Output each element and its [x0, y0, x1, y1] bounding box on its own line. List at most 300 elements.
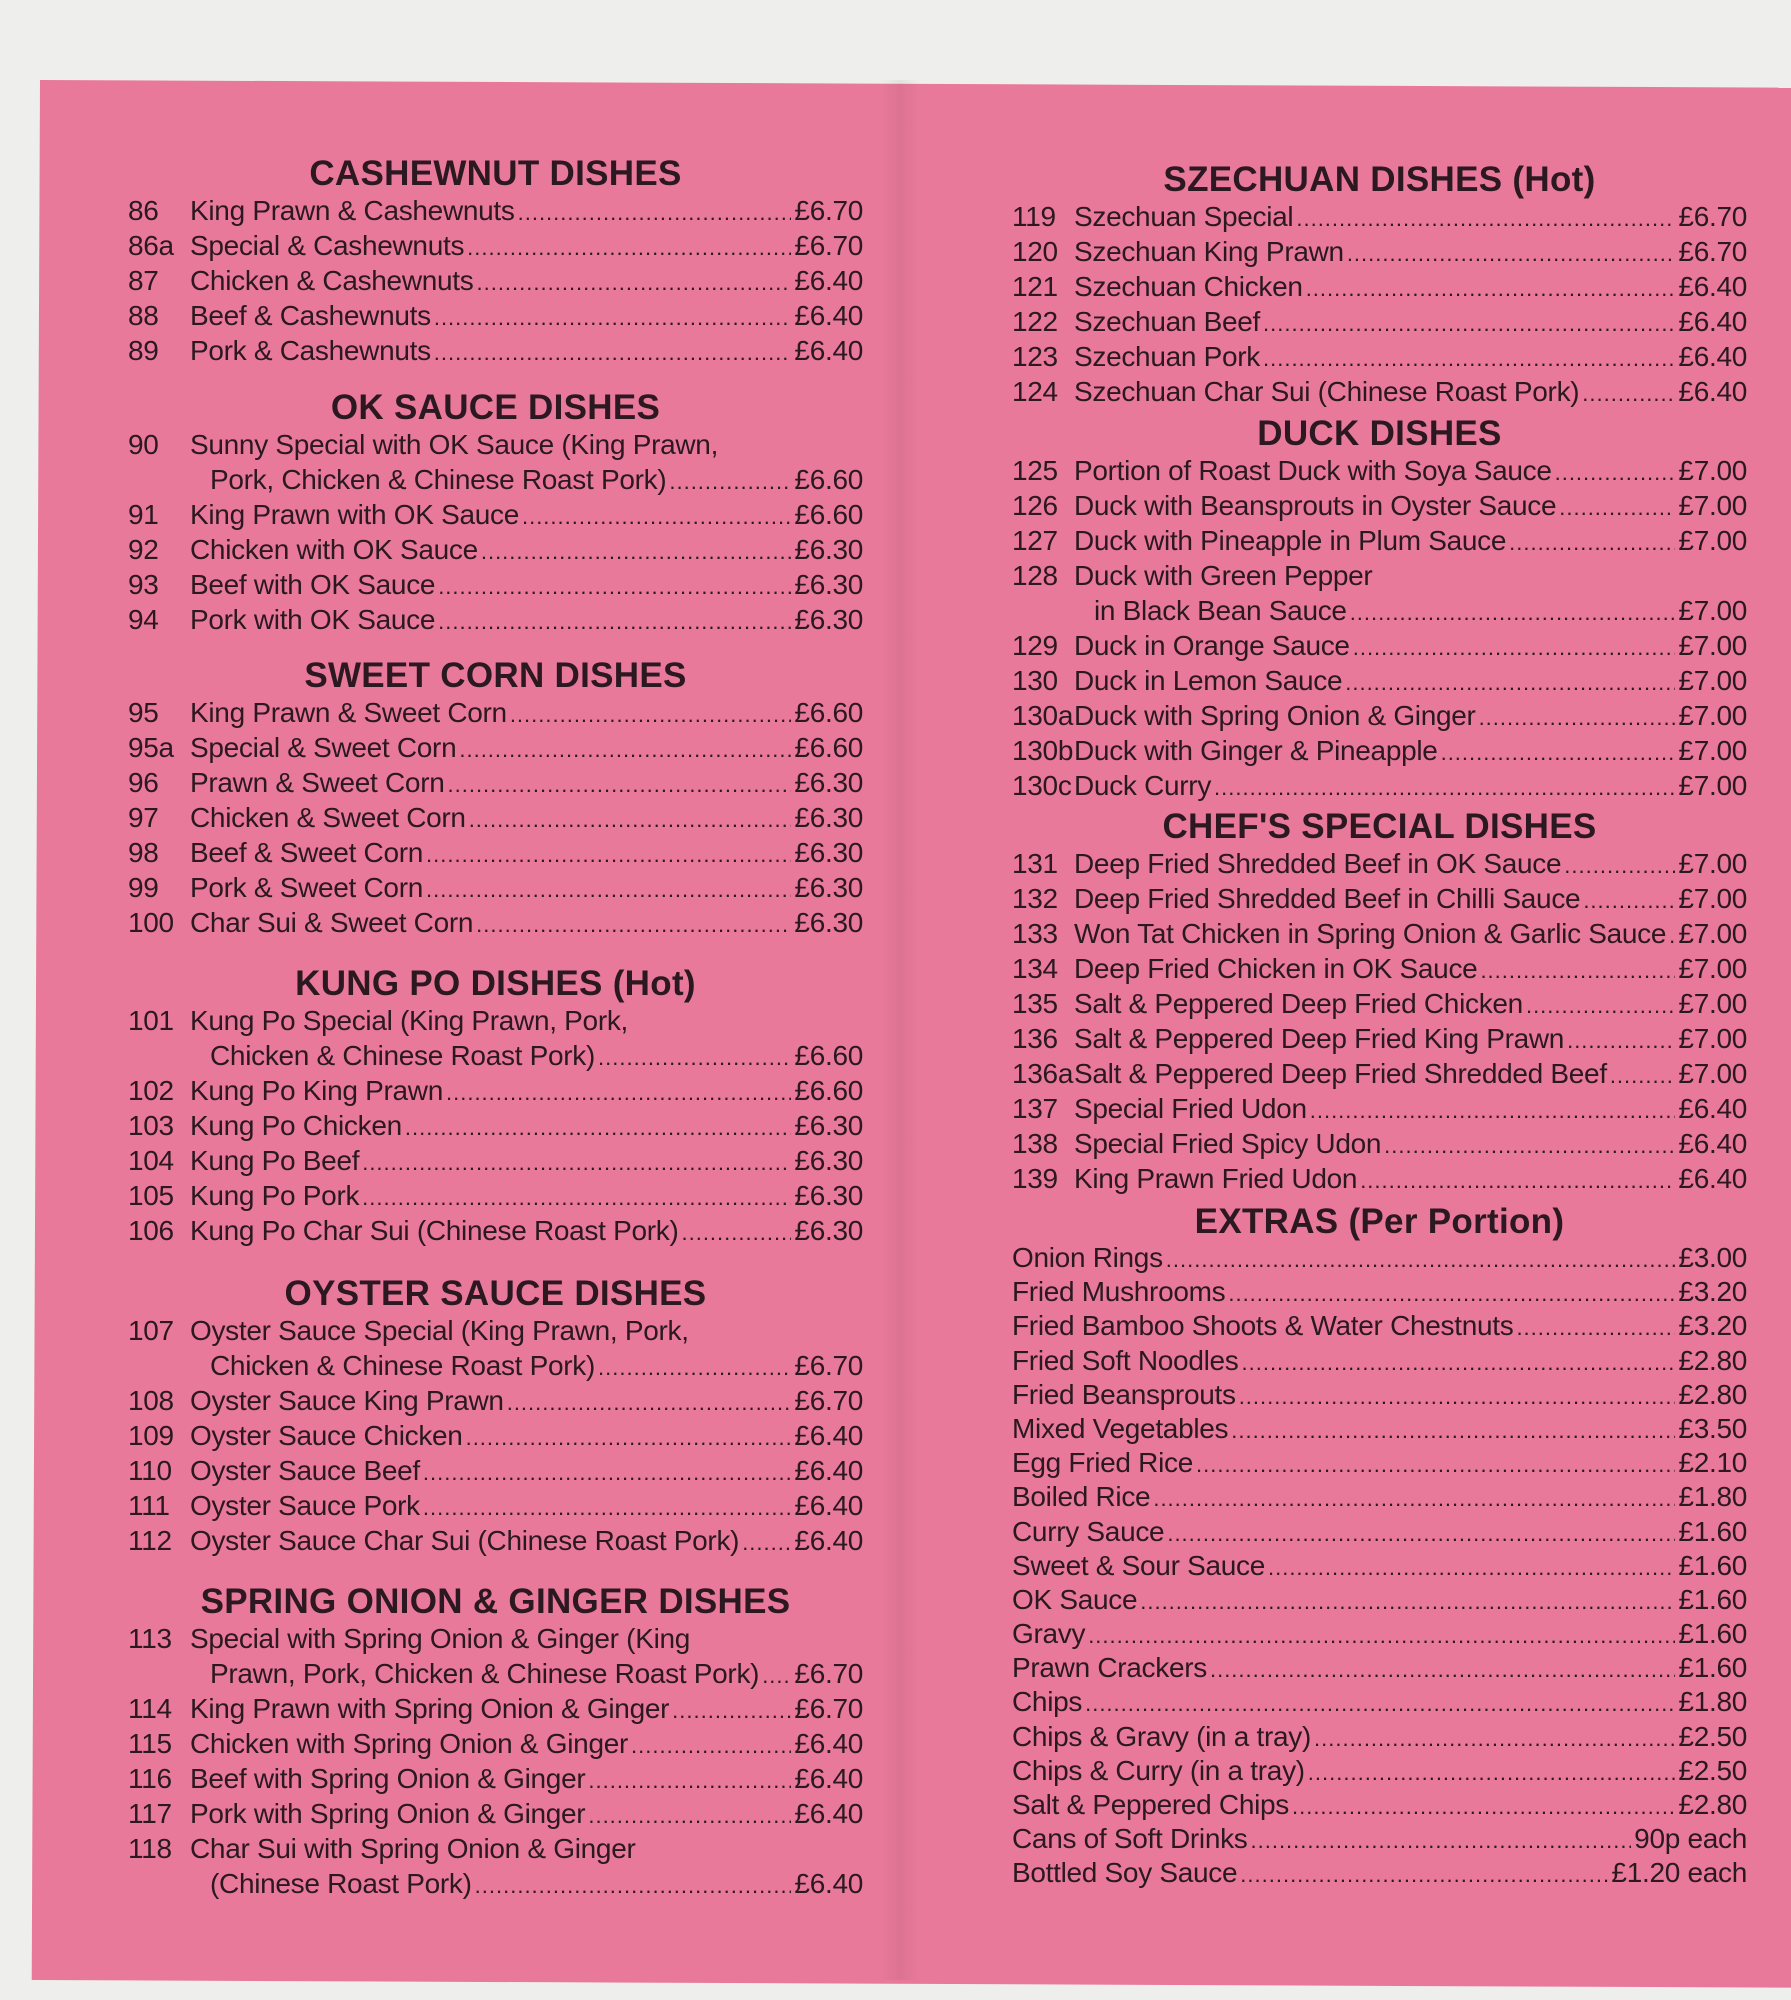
section-heading: EXTRAS (Per Portion)	[1194, 1202, 1565, 1241]
item-price: £7.00	[1678, 595, 1747, 626]
menu-section	[128, 389, 863, 637]
item-name: Fried Mushrooms	[1012, 1276, 1226, 1308]
dot-leader	[1480, 953, 1675, 988]
item-price: £6.60	[794, 697, 863, 728]
menu-item	[128, 1726, 863, 1761]
menu-item	[128, 1488, 863, 1523]
menu-item	[128, 1178, 863, 1213]
dot-leader	[1567, 1023, 1675, 1058]
menu-item	[128, 1831, 863, 1866]
menu-item	[128, 1796, 863, 1831]
dot-leader	[1564, 848, 1675, 883]
item-name: Beef with OK Sauce	[190, 569, 436, 600]
dot-leader	[1583, 883, 1675, 918]
item-number: 136a	[1012, 1058, 1074, 1089]
dot-leader	[669, 464, 791, 499]
dot-leader	[1353, 630, 1676, 665]
item-price: £2.80	[1678, 1789, 1747, 1820]
item-name: Chicken with Spring Onion & Ginger	[190, 1728, 629, 1759]
menu-item	[1012, 1583, 1747, 1617]
item-number: 101	[128, 1005, 174, 1036]
item-number: 126	[1012, 490, 1058, 521]
item-name: Bottled Soy Sauce	[1012, 1857, 1238, 1889]
item-name: Beef & Cashewnuts	[190, 300, 431, 331]
dot-leader	[1360, 1163, 1675, 1198]
item-name-continued: in Black Bean Sauce	[1094, 595, 1347, 626]
item-name: Char Sui & Sweet Corn	[190, 907, 474, 938]
item-number: 90	[128, 429, 159, 460]
menu-item	[1012, 304, 1747, 339]
dot-leader	[507, 1385, 792, 1420]
item-name: Egg Fried Rice	[1012, 1447, 1193, 1479]
menu-item	[1012, 269, 1747, 304]
item-price: £6.30	[794, 872, 863, 903]
menu-item	[1012, 374, 1747, 409]
item-number: 127	[1012, 525, 1058, 556]
dot-leader	[438, 604, 791, 639]
item-price: £6.40	[1678, 306, 1747, 337]
menu-item-continuation	[128, 1866, 863, 1901]
item-name: Portion of Roast Duck with Soya Sauce	[1074, 455, 1552, 486]
item-name: Duck Curry	[1074, 770, 1212, 801]
menu-item	[128, 567, 863, 602]
menu-item	[128, 1691, 863, 1726]
item-name: Special Fried Spicy Udon	[1074, 1128, 1382, 1159]
item-price: £7.00	[1678, 848, 1747, 879]
menu-item	[128, 800, 863, 835]
item-price: £6.30	[794, 1110, 863, 1141]
item-name: Oyster Sauce Beef	[190, 1455, 420, 1486]
item-name: Oyster Sauce King Prawn	[190, 1385, 504, 1416]
item-name: Special Fried Udon	[1074, 1093, 1307, 1124]
menu-item	[1012, 951, 1747, 986]
section-heading: SPRING ONION & GINGER DISHES	[200, 1582, 791, 1621]
item-price: £6.70	[794, 230, 863, 261]
item-number: 116	[128, 1763, 172, 1794]
item-name: Szechuan Chicken	[1074, 271, 1303, 302]
item-name: Mixed Vegetables	[1012, 1412, 1229, 1444]
item-number: 119	[1012, 201, 1056, 232]
item-number: 137	[1012, 1093, 1058, 1124]
item-name: Gravy	[1012, 1618, 1086, 1650]
item-price: £6.70	[794, 1350, 863, 1381]
menu-item	[1012, 1091, 1747, 1126]
menu-item	[128, 263, 863, 298]
section-heading: DUCK DISHES	[1257, 414, 1502, 453]
menu-item	[1012, 768, 1747, 803]
dot-leader	[1263, 341, 1675, 376]
menu-item	[128, 602, 863, 637]
item-name: King Prawn with Spring Onion & Ginger	[190, 1693, 670, 1724]
item-name-continued: Chicken & Chinese Roast Pork)	[210, 1040, 596, 1071]
item-price: £1.60	[1678, 1652, 1747, 1684]
dot-leader	[362, 1180, 791, 1215]
menu-section	[1012, 808, 1747, 1196]
menu-item	[1012, 1412, 1747, 1446]
item-price: £7.00	[1678, 953, 1747, 984]
dot-leader	[1610, 1058, 1676, 1093]
item-price: £1.60	[1678, 1618, 1747, 1650]
item-number: 121	[1012, 271, 1058, 302]
item-price: £7.00	[1678, 735, 1747, 766]
menu-section	[128, 1275, 863, 1558]
item-price: £1.80	[1678, 1481, 1747, 1513]
menu-item	[1012, 1480, 1747, 1514]
menu-item	[1012, 1549, 1747, 1583]
dot-leader	[362, 1145, 791, 1180]
item-name: Oyster Sauce Special (King Prawn, Pork,	[190, 1315, 689, 1346]
item-number: 88	[128, 300, 159, 331]
item-name-continued: (Chinese Roast Pork)	[210, 1868, 472, 1899]
item-price: £7.00	[1678, 525, 1747, 556]
menu-item	[128, 730, 863, 765]
item-number: 91	[128, 499, 159, 530]
menu-item	[128, 1761, 863, 1796]
item-price: £1.20 each	[1611, 1857, 1747, 1889]
item-number: 128	[1012, 560, 1058, 591]
item-number: 92	[128, 534, 159, 565]
item-name: Fried Soft Noodles	[1012, 1344, 1239, 1376]
item-price: £6.40	[1678, 1163, 1747, 1194]
item-price: £6.40	[794, 265, 863, 296]
menu-item	[128, 695, 863, 730]
dot-leader	[1347, 236, 1676, 271]
item-price: £6.30	[794, 1215, 863, 1246]
menu-item	[128, 1621, 863, 1656]
menu-item	[1012, 339, 1747, 374]
item-name: Oyster Sauce Chicken	[190, 1420, 463, 1451]
item-number: 89	[128, 335, 159, 366]
item-name: Salt & Peppered Deep Fried King Prawn	[1074, 1023, 1565, 1054]
dot-leader	[476, 265, 791, 300]
dot-leader	[631, 1728, 791, 1763]
item-price: £2.50	[1678, 1754, 1747, 1786]
item-name: Duck with Pineapple in Plum Sauce	[1074, 525, 1507, 556]
dot-leader	[1263, 306, 1675, 341]
item-price: £7.00	[1678, 700, 1747, 731]
menu-item	[1012, 1685, 1747, 1719]
item-price: £6.40	[794, 1798, 863, 1829]
item-name: Kung Po Beef	[190, 1145, 360, 1176]
menu-item	[1012, 1856, 1747, 1890]
item-name: Szechuan Beef	[1074, 306, 1261, 337]
item-number: 130	[1012, 665, 1058, 696]
menu-item	[1012, 698, 1747, 733]
dot-leader	[1314, 1722, 1675, 1756]
menu-item	[1012, 1754, 1747, 1788]
dot-leader	[598, 1350, 791, 1385]
menu-item	[1012, 1515, 1747, 1549]
item-number: 133	[1012, 918, 1058, 949]
menu-item	[1012, 1161, 1747, 1196]
menu-item	[128, 835, 863, 870]
dot-leader	[1228, 1277, 1675, 1311]
dot-leader	[448, 767, 792, 802]
item-price: £6.40	[1678, 1093, 1747, 1124]
item-number: 120	[1012, 236, 1058, 267]
item-number: 86a	[128, 230, 174, 261]
menu-item	[128, 1003, 863, 1038]
item-number: 95a	[128, 732, 174, 763]
dot-leader	[588, 1798, 791, 1833]
dot-leader	[469, 802, 792, 837]
dot-leader	[510, 697, 792, 732]
dot-leader	[1292, 1790, 1675, 1824]
item-number: 112	[128, 1525, 172, 1556]
item-price: £6.70	[794, 1385, 863, 1416]
item-price: £6.30	[794, 1180, 863, 1211]
item-price: £6.40	[1678, 271, 1747, 302]
menu-item	[1012, 453, 1747, 488]
dot-leader	[1210, 1653, 1675, 1687]
dot-leader	[1088, 1619, 1675, 1653]
item-price: £6.30	[794, 767, 863, 798]
item-name: Pork with OK Sauce	[190, 604, 436, 635]
menu-item	[1012, 199, 1747, 234]
item-name: Chicken with OK Sauce	[190, 534, 478, 565]
menu-item	[128, 905, 863, 940]
item-number: 106	[128, 1215, 174, 1246]
menu-section	[1012, 1203, 1747, 1891]
item-price: £6.40	[1678, 341, 1747, 372]
item-price: £6.30	[794, 604, 863, 635]
menu-item	[128, 1383, 863, 1418]
item-number: 103	[128, 1110, 174, 1141]
item-price: £7.00	[1678, 455, 1747, 486]
item-name: Chicken & Cashewnuts	[190, 265, 474, 296]
page-fold	[880, 80, 920, 1980]
item-price: £6.40	[794, 1525, 863, 1556]
section-heading: CASHEWNUT DISHES	[309, 154, 682, 193]
dot-leader	[1582, 376, 1675, 411]
menu-section	[128, 965, 863, 1248]
item-price: £7.00	[1678, 1023, 1747, 1054]
dot-leader	[1310, 1093, 1676, 1128]
item-number: 115	[128, 1728, 172, 1759]
item-number: 139	[1012, 1163, 1058, 1194]
menu-item	[1012, 1309, 1747, 1343]
item-number: 111	[128, 1490, 170, 1521]
item-price: £6.40	[794, 1455, 863, 1486]
item-price: £6.40	[1678, 1128, 1747, 1159]
item-number: 117	[128, 1798, 172, 1829]
menu-item	[1012, 523, 1747, 558]
item-name: Duck in Orange Sauce	[1074, 630, 1350, 661]
item-price: £7.00	[1678, 1058, 1747, 1089]
item-price: £6.30	[794, 802, 863, 833]
item-price: £7.00	[1678, 490, 1747, 521]
item-name: Deep Fried Shredded Beef in OK Sauce	[1074, 848, 1562, 879]
item-number: 108	[128, 1385, 174, 1416]
item-number: 96	[128, 767, 159, 798]
item-name: Beef & Sweet Corn	[190, 837, 424, 868]
menu-item	[1012, 1446, 1747, 1480]
item-number: 130c	[1012, 770, 1072, 801]
dot-leader	[475, 1868, 792, 1903]
item-price: £1.60	[1678, 1549, 1747, 1581]
dot-leader	[1350, 595, 1676, 630]
item-name: Chicken & Sweet Corn	[190, 802, 466, 833]
dot-leader	[1441, 735, 1676, 770]
menu-item	[1012, 628, 1747, 663]
item-price: £6.70	[794, 1693, 863, 1724]
item-price: £7.00	[1678, 770, 1747, 801]
menu-item-continuation	[128, 1656, 863, 1691]
item-number: 135	[1012, 988, 1058, 1019]
item-name: Kung Po Special (King Prawn, Pork,	[190, 1005, 629, 1036]
dot-leader	[672, 1693, 791, 1728]
item-name: Salt & Peppered Deep Fried Shredded Beef	[1074, 1058, 1607, 1089]
menu-section	[1012, 161, 1747, 409]
menu-item	[128, 228, 863, 263]
item-name: Chips	[1012, 1686, 1083, 1718]
item-name: Prawn Crackers	[1012, 1652, 1207, 1684]
dot-leader	[522, 499, 791, 534]
item-name: King Prawn & Sweet Corn	[190, 697, 507, 728]
dot-leader	[405, 1110, 792, 1145]
menu-item	[1012, 1241, 1747, 1275]
item-price: £6.70	[1678, 201, 1747, 232]
item-number: 130a	[1012, 700, 1074, 731]
dot-leader	[1153, 1482, 1675, 1516]
item-number: 98	[128, 837, 159, 868]
item-number: 99	[128, 872, 159, 903]
item-price: £6.60	[794, 499, 863, 530]
menu-item-continuation	[1012, 593, 1747, 628]
item-name: King Prawn with OK Sauce	[190, 499, 519, 530]
menu-item	[1012, 558, 1747, 593]
menu-item	[128, 1418, 863, 1453]
item-name: Deep Fried Shredded Beef in Chilli Sauce	[1074, 883, 1581, 914]
menu-item	[128, 298, 863, 333]
item-name: Sunny Special with OK Sauce (King Prawn,	[190, 429, 719, 460]
item-name: Deep Fried Chicken in OK Sauce	[1074, 953, 1478, 984]
item-number: 105	[128, 1180, 174, 1211]
item-name: Special with Spring Onion & Ginger (King	[190, 1623, 691, 1654]
dot-leader	[1140, 1585, 1675, 1619]
dot-leader	[446, 1075, 791, 1110]
item-price: £6.70	[794, 1658, 863, 1689]
menu-item	[128, 765, 863, 800]
menu-item	[1012, 663, 1747, 698]
item-name: Szechuan Char Sui (Chinese Roast Pork)	[1074, 376, 1580, 407]
menu-item	[128, 193, 863, 228]
item-price: £2.80	[1678, 1344, 1747, 1376]
item-name: Pork & Cashewnuts	[190, 335, 431, 366]
dot-leader	[1308, 1756, 1676, 1790]
item-name: Pork with Spring Onion & Ginger	[190, 1798, 586, 1829]
menu-item	[128, 1313, 863, 1348]
menu-item	[1012, 488, 1747, 523]
dot-leader	[1516, 1311, 1675, 1345]
menu-item	[1012, 846, 1747, 881]
item-price: £6.60	[794, 732, 863, 763]
item-number: 130b	[1012, 735, 1074, 766]
item-name: Special & Cashewnuts	[190, 230, 465, 261]
item-name: Chips & Gravy (in a tray)	[1012, 1720, 1312, 1752]
item-name: Szechuan Special	[1074, 201, 1294, 232]
item-price: £6.30	[794, 534, 863, 565]
item-name: Kung Po King Prawn	[190, 1075, 443, 1106]
item-price: £1.60	[1678, 1583, 1747, 1615]
item-name: Curry Sauce	[1012, 1515, 1165, 1547]
item-name: Won Tat Chicken in Spring Onion & Garlic Sauce	[1074, 918, 1667, 949]
dot-leader	[1196, 1448, 1675, 1482]
item-price: £6.60	[794, 1040, 863, 1071]
dot-leader	[434, 335, 792, 370]
item-number: 104	[128, 1145, 174, 1176]
menu-item	[128, 1143, 863, 1178]
dot-leader	[518, 195, 792, 230]
dot-leader	[1509, 525, 1675, 560]
item-name: Pork & Sweet Corn	[190, 872, 423, 903]
menu-item	[1012, 1822, 1747, 1856]
dot-leader	[466, 1420, 792, 1455]
item-number: 136	[1012, 1023, 1058, 1054]
dot-leader	[1214, 770, 1675, 805]
item-number: 87	[128, 265, 159, 296]
item-name: Kung Po Chicken	[190, 1110, 402, 1141]
menu-section	[128, 657, 863, 940]
item-number: 124	[1012, 376, 1058, 407]
item-number: 95	[128, 697, 159, 728]
item-price: £6.60	[794, 464, 863, 495]
dot-leader	[1345, 665, 1675, 700]
item-price: £3.50	[1678, 1412, 1747, 1444]
item-price: £2.10	[1678, 1447, 1747, 1479]
menu-item	[128, 1213, 863, 1248]
section-heading: OYSTER SAUCE DISHES	[284, 1274, 707, 1313]
item-name: Fried Bamboo Shoots & Water Chestnuts	[1012, 1310, 1514, 1342]
item-number: 93	[128, 569, 159, 600]
dot-leader	[459, 732, 791, 767]
item-price: £3.00	[1678, 1242, 1747, 1273]
item-price: £6.40	[794, 1763, 863, 1794]
menu-item	[128, 1523, 863, 1558]
section-heading: SZECHUAN DISHES (Hot)	[1163, 160, 1596, 199]
item-name: Char Sui with Spring Onion & Ginger	[190, 1833, 636, 1864]
item-name: OK Sauce	[1012, 1583, 1138, 1615]
dot-leader	[481, 534, 792, 569]
item-name: Chips & Curry (in a tray)	[1012, 1754, 1305, 1786]
dot-leader	[588, 1763, 791, 1798]
item-name-continued: Pork, Chicken & Chinese Roast Pork)	[210, 464, 667, 495]
dot-leader	[467, 230, 791, 265]
menu-item	[1012, 916, 1747, 951]
menu-section	[128, 155, 863, 368]
dot-leader	[1166, 1243, 1676, 1277]
dot-leader	[1231, 1414, 1675, 1448]
dot-leader	[1306, 271, 1676, 306]
dot-leader	[1240, 1858, 1608, 1892]
dot-leader	[423, 1455, 792, 1490]
item-number: 129	[1012, 630, 1058, 661]
item-number: 102	[128, 1075, 174, 1106]
menu-item	[128, 1073, 863, 1108]
item-name: Special & Sweet Corn	[190, 732, 457, 763]
item-number: 123	[1012, 341, 1058, 372]
item-price: £6.40	[794, 1420, 863, 1451]
item-price: £7.00	[1678, 883, 1747, 914]
section-heading: CHEF'S SPECIAL DISHES	[1162, 807, 1597, 846]
item-number: 113	[128, 1623, 172, 1654]
item-price: £6.40	[794, 1728, 863, 1759]
menu-item	[1012, 1126, 1747, 1161]
item-name: Sweet & Sour Sauce	[1012, 1549, 1265, 1581]
item-price: £6.70	[1678, 236, 1747, 267]
item-price: £7.00	[1678, 918, 1747, 949]
menu-item	[1012, 1275, 1747, 1309]
